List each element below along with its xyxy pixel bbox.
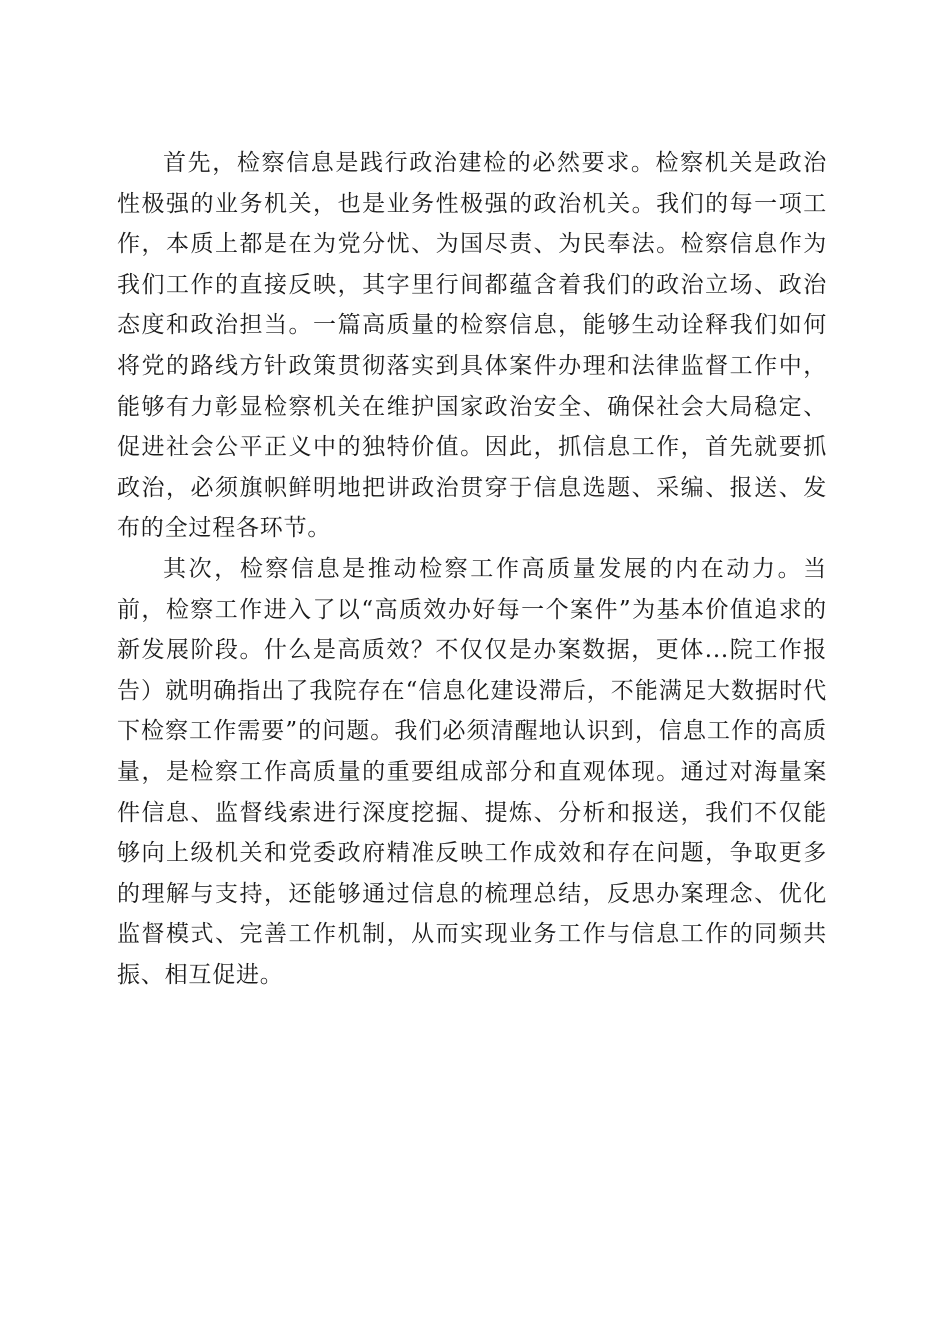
document-body (117, 143, 827, 995)
paragraph-2: 其次，检察信息是推动检察工作高质量发展的内在动力。当前，检察工作进入了以“高质效办好每一个案件”为基本价值追求的新发展阶段。什么是高质效？不仅仅是办案数据，更体...院工作报告）就明确指出了我院存在“信息化建设滞后，不能满足大数据时代下检察工作需要”的问题。我们必须清醒地认识到，信息工作的高质量，是检察工作高质量的重要组成部分和直观体现。通过对海量案件信息、监督线索进行深度挖掘、提炼、分析和报送，我们不仅能够向上级机关和党委政府精准反映工作成效和存在问题，争取更多的理解与支持，还能够通过信息的梳理总结，反思办案理念、优化监督模式、完善工作机制，从而实现业务工作与信息工作的同频共振、相互促进。 (117, 555, 827, 988)
paragraph-1: 首先，检察信息是践行政治建检的必然要求。检察机关是政治性极强的业务机关，也是业务性极强的政治机关。我们的每一项工作，本质上都是在为党分忧、为国尽责、为民奉法。检察信息作为我们工作的直接反映，其字里行间都蕴含着我们的政治立场、政治态度和政治担当。一篇高质量的检察信息，能够生动诠释我们如何将党的路线方针政策贯彻落实到具体案件办理和法律监督工作中，能够有力彰显检察机关在维护国家政治安全、确保社会大局稳定、促进社会公平正义中的独特价值。因此，抓信息工作，首先就要抓政治，必须旗帜鲜明地把讲政治贯穿于信息选题、采编、报送、发布的全过程各环节。 (117, 150, 827, 542)
